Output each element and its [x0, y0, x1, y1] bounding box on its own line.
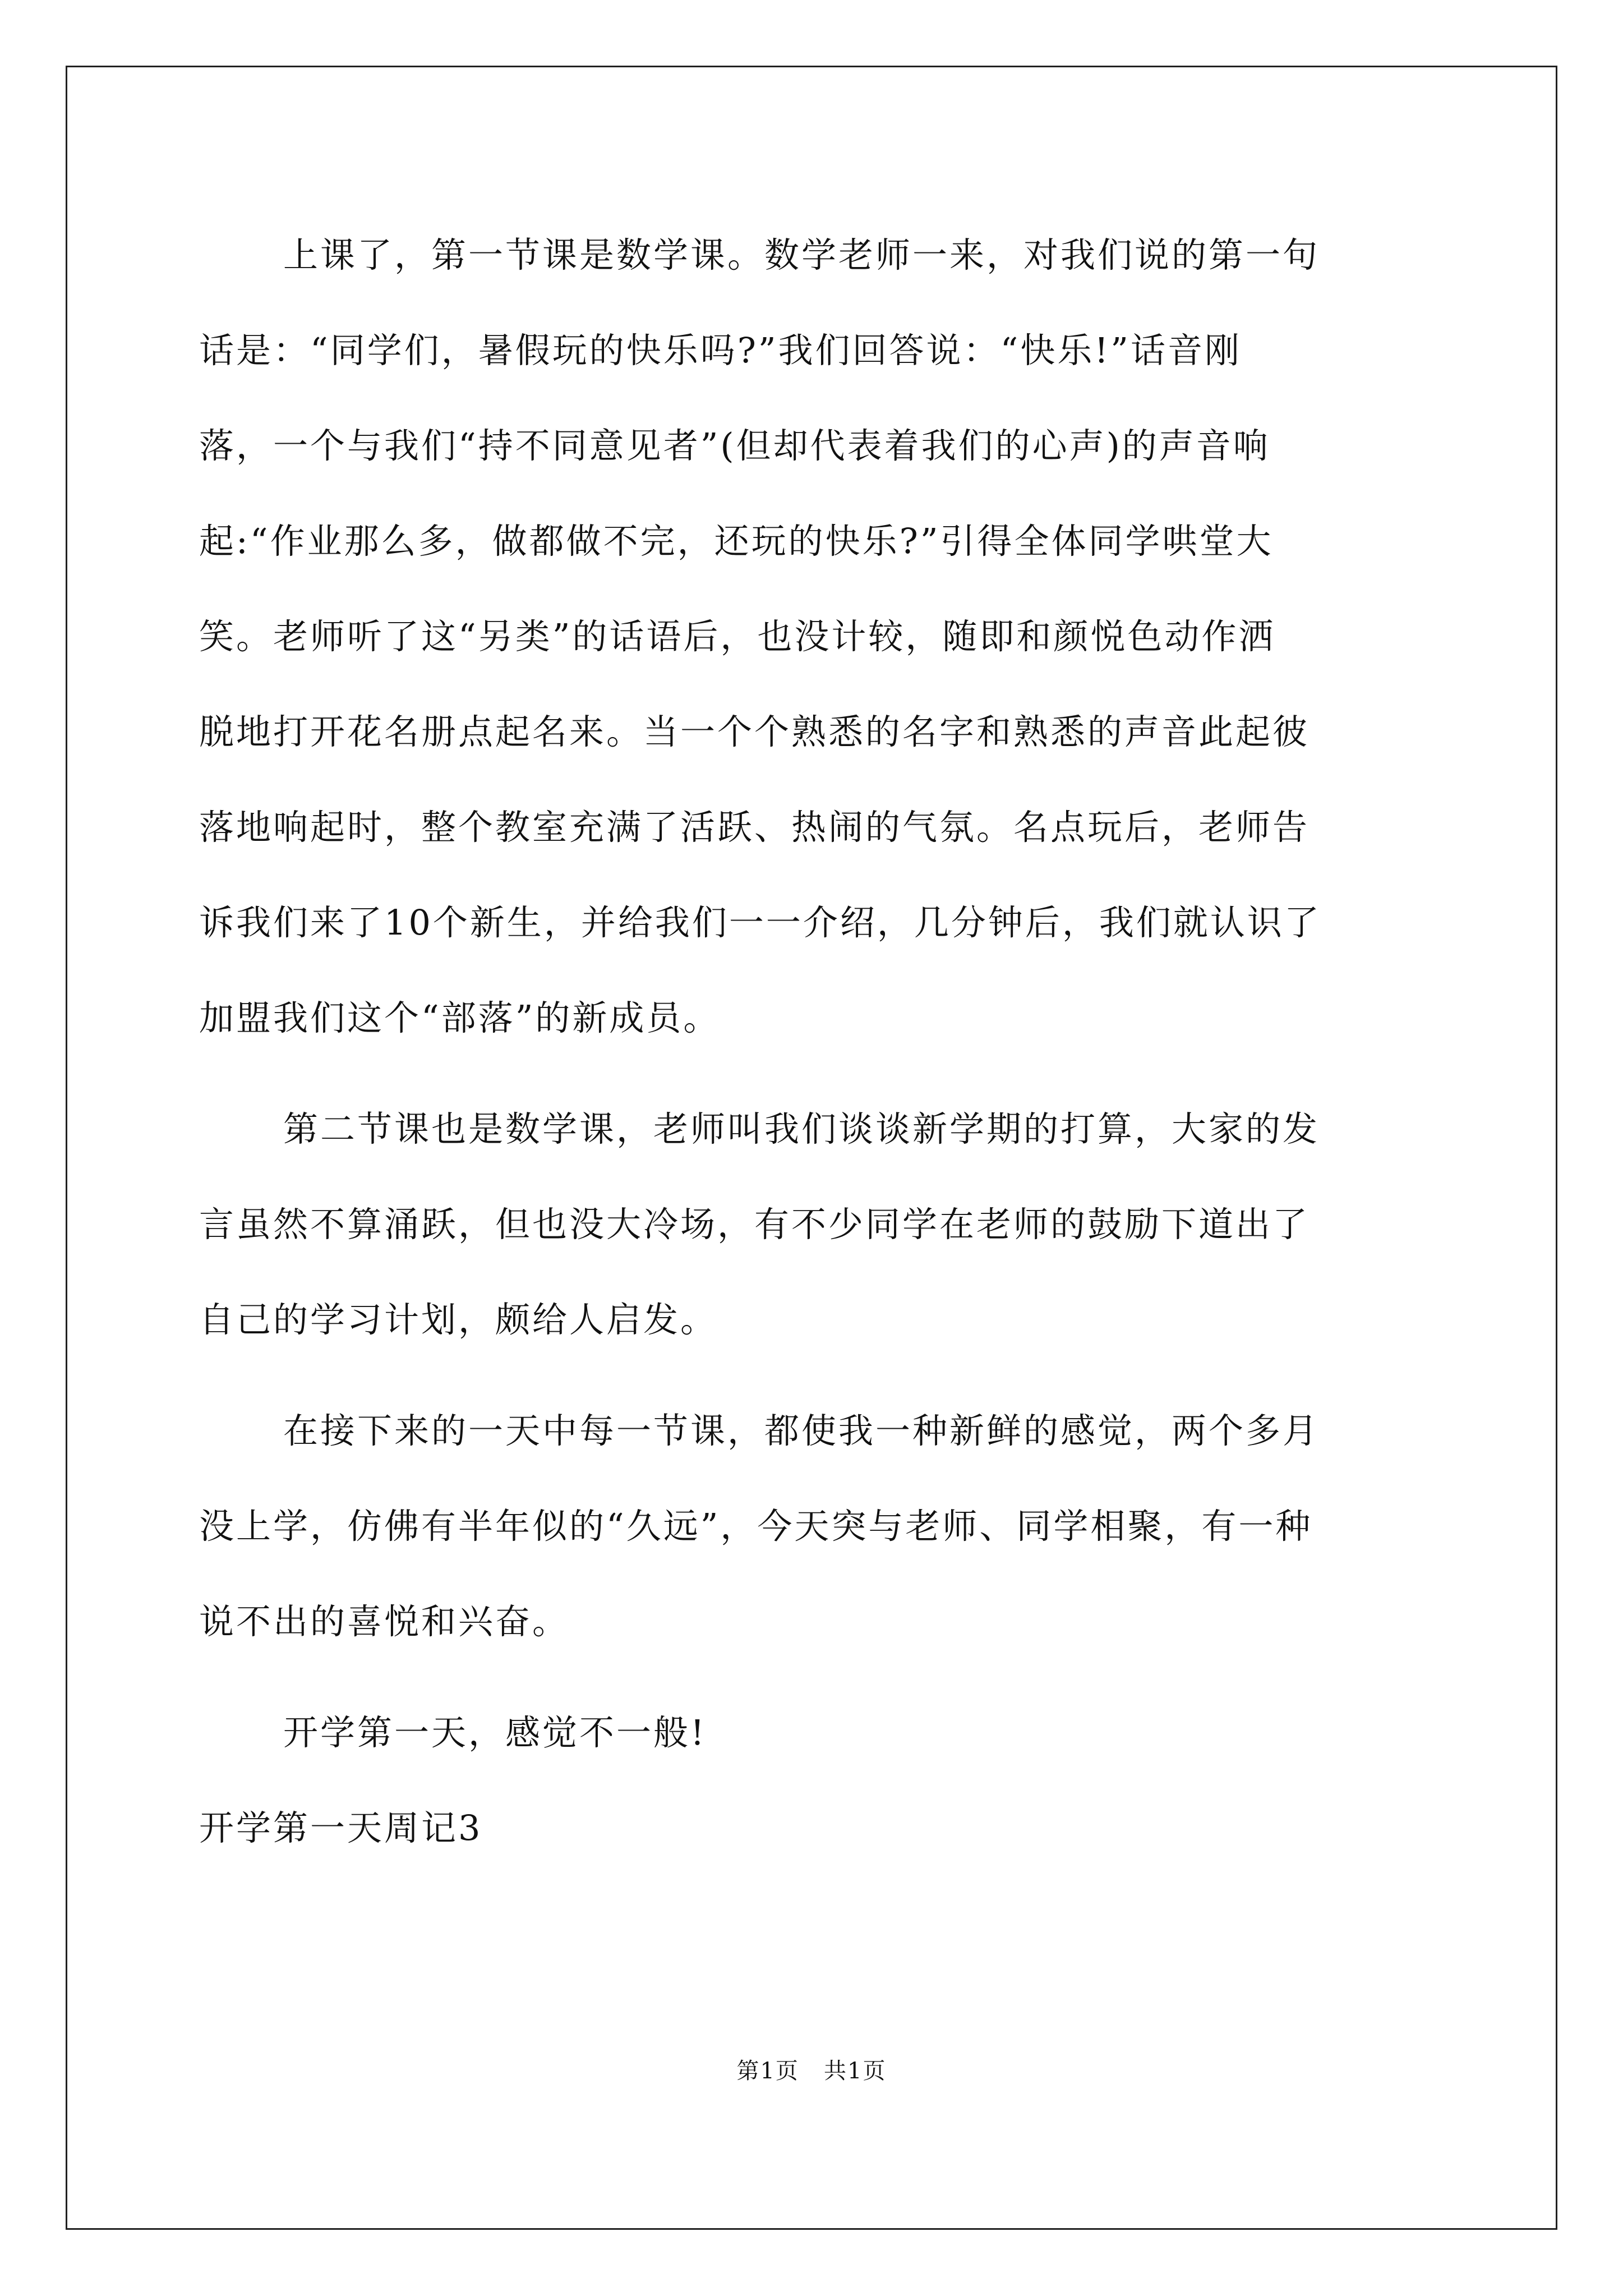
text-line: 自己的学习计划，颇给人启发。	[199, 1299, 718, 1340]
text-line: 脱地打开花名册点起名来。当一个个熟悉的名字和熟悉的声音此起彼	[199, 711, 1310, 752]
document-body	[199, 208, 1427, 1876]
paragraph-4	[199, 1685, 1427, 1780]
text-line: 上课了，第一节课是数学课。数学老师一来，对我们说的第一句	[283, 234, 1320, 275]
text-line: 诉我们来了10个新生，并给我们一一介绍，几分钟后，我们就认识了	[199, 902, 1321, 943]
text-line: 说不出的喜悦和兴奋。	[199, 1601, 570, 1642]
text-line: 在接下来的一天中每一节课，都使我一种新鲜的感觉，两个多月	[283, 1410, 1320, 1451]
text-line: 开学第一天，感觉不一般!	[283, 1712, 707, 1753]
section-heading: 开学第一天周记3	[199, 1807, 483, 1848]
paragraph-3	[199, 1383, 1427, 1669]
text-line: 言虽然不算涌跃，但也没大冷场，有不少同学在老师的鼓励下道出了	[199, 1204, 1310, 1245]
text-line: 落，一个与我们“持不同意见者”(但却代表着我们的心声)的声音响	[199, 425, 1270, 466]
text-line: 没上学，仿佛有半年似的“久远”，今天突与老师、同学相聚，有一种	[199, 1506, 1313, 1547]
paragraph-2	[199, 1082, 1427, 1368]
text-line: 起:“作业那么多，做都做不完，还玩的快乐?”引得全体同学哄堂大	[199, 521, 1274, 562]
paragraph-1	[199, 208, 1427, 1066]
text-line: 落地响起时，整个教室充满了活跃、热闹的气氛。名点玩后，老师告	[199, 807, 1310, 848]
page-footer: 第1页 共1页	[736, 2058, 887, 2084]
text-line: 加盟我们这个“部落”的新成员。	[199, 997, 721, 1038]
text-line: 第二节课也是数学课，老师叫我们谈谈新学期的打算，大家的发	[283, 1108, 1320, 1149]
text-line: 话是：“同学们，暑假玩的快乐吗?”我们回答说：“快乐!”话音刚	[199, 330, 1242, 371]
text-line: 笑。老师听了这“另类”的话语后，也没计较，随即和颜悦色动作洒	[199, 616, 1276, 657]
